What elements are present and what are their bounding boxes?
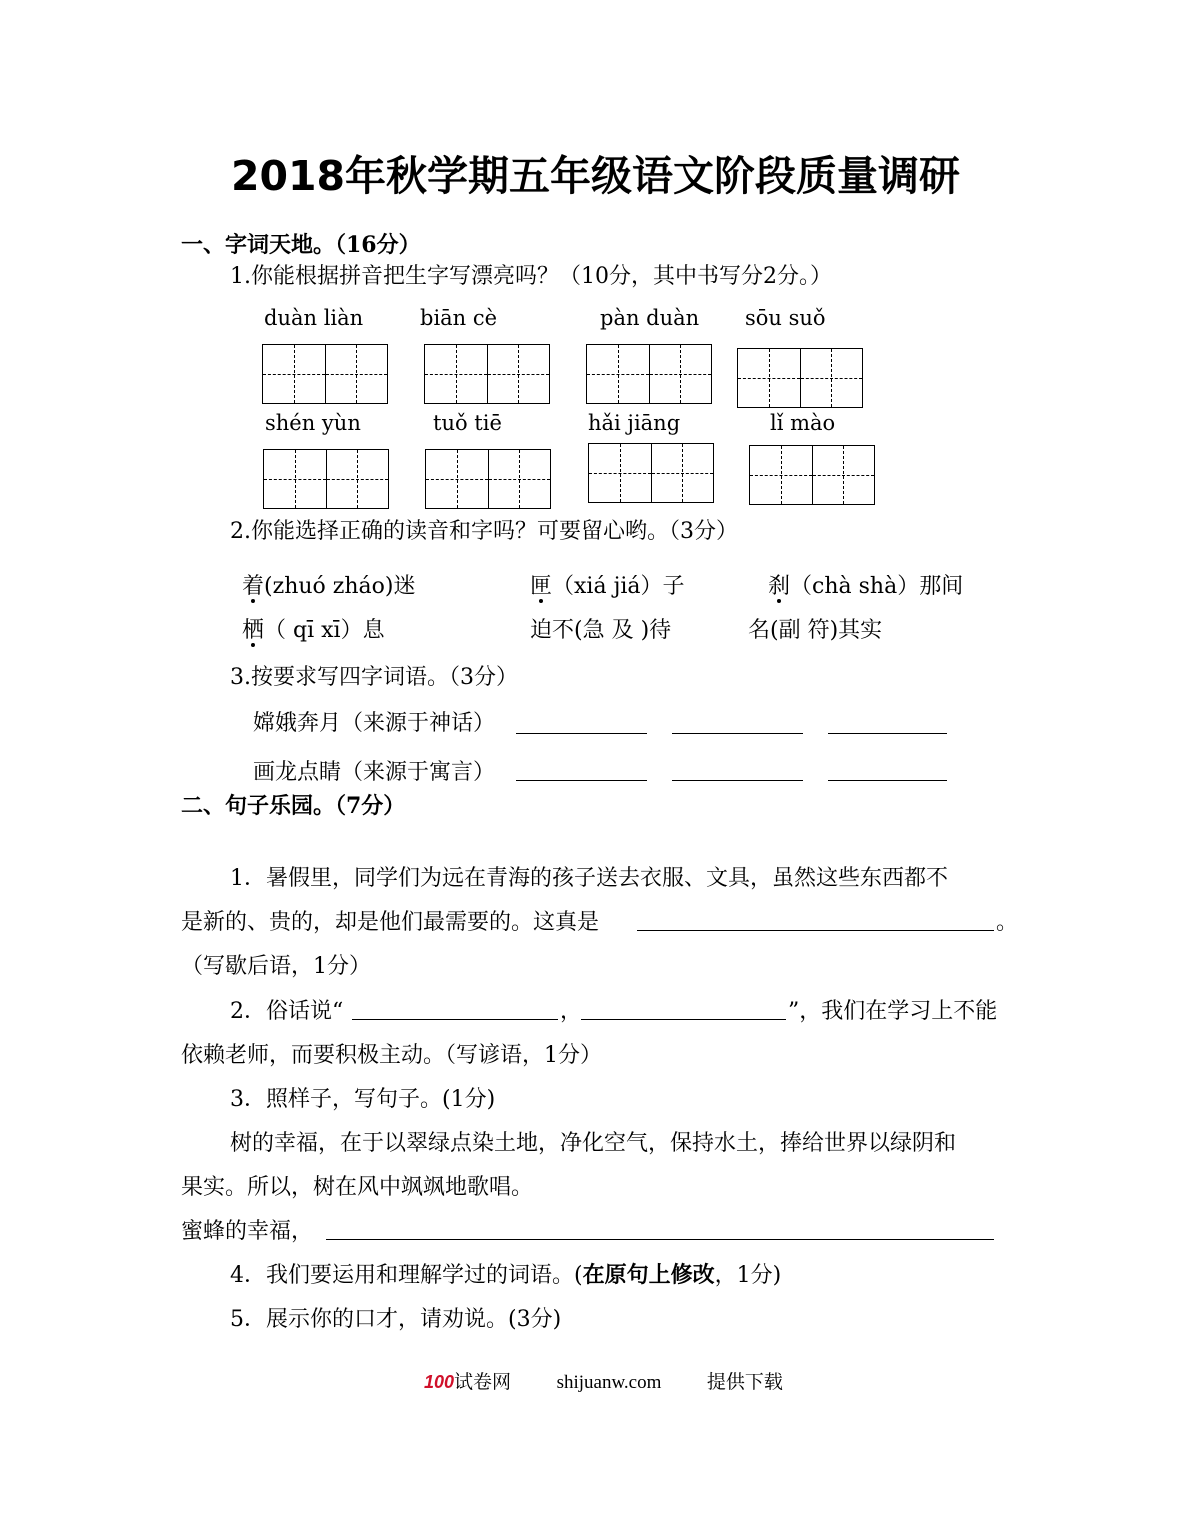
pinyin-label: biān cè <box>420 306 498 330</box>
site-logo: 100 <box>424 1372 455 1392</box>
character-choice[interactable]: 迫不(急 及 )待 <box>530 618 672 643</box>
answer-blank[interactable] <box>352 1019 558 1020</box>
section1-heading: 一、字词天地。（16分） <box>181 232 421 258</box>
pinyin-label: pàn duàn <box>600 306 700 330</box>
reading-choice[interactable]: 栖（ qī xī）息 <box>242 618 385 643</box>
answer-blank[interactable] <box>828 733 947 734</box>
writing-grid[interactable] <box>749 445 875 505</box>
section2-heading: 二、句子乐园。（7分） <box>181 793 406 819</box>
writing-grid[interactable] <box>588 443 714 503</box>
answer-blank[interactable] <box>672 780 803 781</box>
writing-grid[interactable] <box>424 344 550 404</box>
answer-blank[interactable] <box>581 1019 786 1020</box>
q2-3-example: 果实。所以，树在风中飒飒地歌唱。 <box>181 1175 534 1200</box>
writing-grid[interactable] <box>586 344 712 404</box>
answer-blank[interactable] <box>672 733 803 734</box>
q2-3-start: 蜜蜂的幸福， <box>181 1219 314 1244</box>
reading-choice[interactable]: 匣（xiá jiá）子 <box>530 574 685 599</box>
pinyin-label: shén yùn <box>265 411 361 435</box>
pinyin-label: sōu suǒ <box>745 306 826 330</box>
q2-2-text: ， <box>560 999 583 1024</box>
q2-2-text: ”，我们在学习上不能 <box>788 999 998 1024</box>
reading-choice[interactable]: 着(zhuó zháo)迷 <box>242 574 416 599</box>
q2-1-note: （写歇后语，1分） <box>181 954 371 979</box>
idiom-source-fable: 画龙点睛（来源于寓言） <box>253 760 496 785</box>
character-choice[interactable]: 名(副 符)其实 <box>748 618 883 643</box>
q2-prompt: 2.你能选择正确的读音和字吗？可要留心哟。（3分） <box>230 519 738 544</box>
writing-grid[interactable] <box>737 348 863 408</box>
answer-blank[interactable] <box>637 930 994 931</box>
q3-prompt: 3.按要求写四字词语。（3分） <box>230 665 518 690</box>
answer-blank[interactable] <box>828 780 947 781</box>
q2-1-text: 。 <box>996 910 1019 935</box>
q2-2-text: 依赖老师，而要积极主动。（写谚语，1分） <box>181 1043 602 1068</box>
footer <box>424 1367 783 1394</box>
site-name: 试卷网 <box>454 1372 512 1393</box>
q2-4-prompt: 4．我们要运用和理解学过的词语。(在原句上修改，1分) <box>230 1262 782 1288</box>
writing-grid[interactable] <box>425 449 551 509</box>
pinyin-label: duàn liàn <box>264 306 364 330</box>
q2-3-example: 树的幸福，在于以翠绿点染土地，净化空气，保持水土，捧给世界以绿阴和 <box>230 1131 957 1156</box>
q2-3-prompt: 3．照样子，写句子。(1分) <box>230 1087 496 1112</box>
writing-grid[interactable] <box>262 344 388 404</box>
q2-1-text: 1．暑假里，同学们为远在青海的孩子送去衣服、文具，虽然这些东西都不 <box>230 866 948 891</box>
site-url[interactable]: shijuanw.com <box>556 1372 662 1393</box>
answer-blank[interactable] <box>326 1239 994 1240</box>
pinyin-label: hǎi jiāng <box>588 411 681 435</box>
writing-grid[interactable] <box>263 449 389 509</box>
download-note: 提供下载 <box>706 1372 783 1393</box>
q1-prompt: 1.你能根据拼音把生字写漂亮吗？（10分，其中书写分2分。） <box>230 264 832 289</box>
answer-blank[interactable] <box>516 733 647 734</box>
q2-1-text: 是新的、贵的，却是他们最需要的。这真是 <box>181 910 600 935</box>
answer-blank[interactable] <box>516 780 647 781</box>
pinyin-label: lǐ mào <box>770 411 836 435</box>
q2-5-prompt: 5．展示你的口才，请劝说。(3分) <box>230 1307 562 1332</box>
reading-choice[interactable]: 刹（chà shà）那间 <box>768 574 964 599</box>
q2-2-text: 2．俗话说“ <box>230 999 344 1024</box>
pinyin-label: tuǒ tiē <box>433 411 502 435</box>
page-title: 2018年秋学期五年级语文阶段质量调研 <box>230 152 961 200</box>
idiom-source-myth: 嫦娥奔月（来源于神话） <box>253 711 496 736</box>
